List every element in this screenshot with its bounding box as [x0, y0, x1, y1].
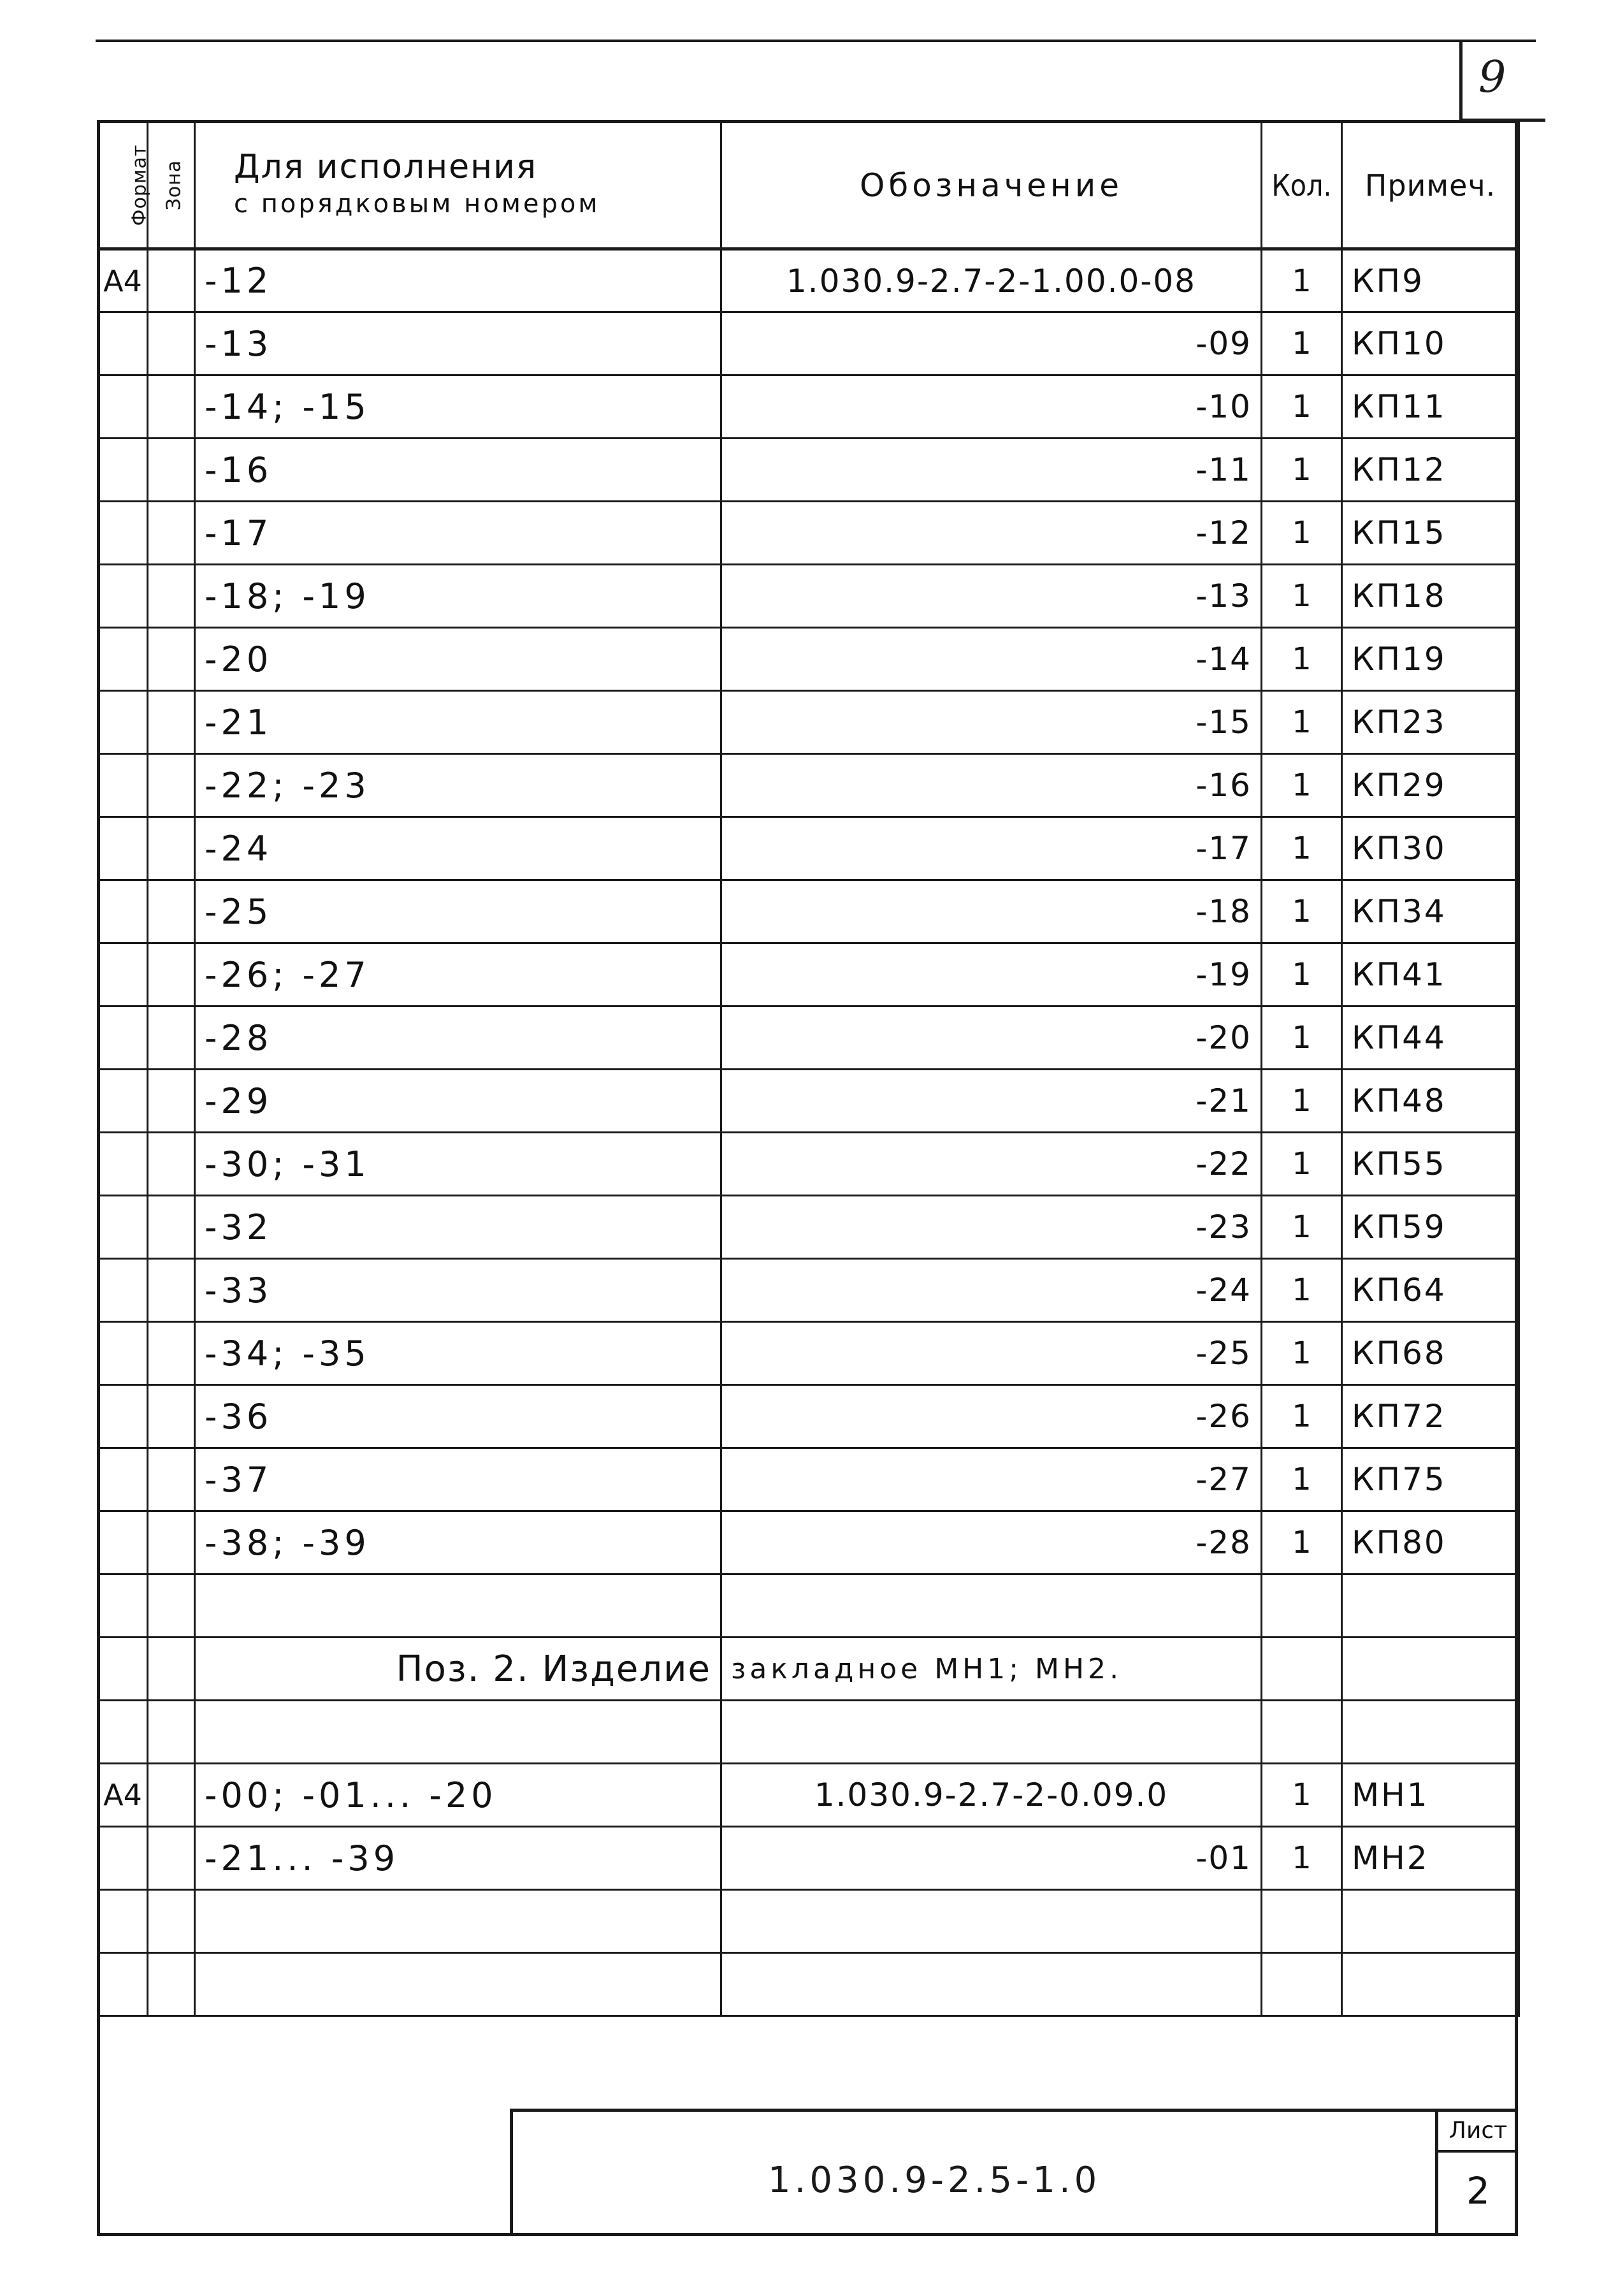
cell-zone — [148, 1322, 195, 1385]
cell-designation: -17 — [721, 817, 1262, 880]
table-row — [98, 1764, 1519, 1827]
empty-cell — [1342, 1953, 1519, 2016]
empty-cell — [1342, 1701, 1519, 1764]
cell-format — [98, 375, 148, 439]
empty-cell — [148, 1701, 195, 1764]
cell-qty: 1 — [1262, 1322, 1342, 1385]
cell-note: КП9 — [1342, 249, 1519, 312]
cell-qty: 1 — [1262, 754, 1342, 817]
empty-cell — [195, 1953, 721, 2016]
table-row — [98, 1133, 1519, 1196]
cell-format — [98, 817, 148, 880]
cell-note: КП10 — [1342, 312, 1519, 375]
header-format-label: Формат — [128, 144, 151, 226]
cell-zone — [148, 691, 195, 754]
table-row — [98, 754, 1519, 817]
cell-for-execution: -21... -39 — [195, 1827, 721, 1890]
table-row — [98, 312, 1519, 375]
empty-cell — [721, 1701, 1262, 1764]
cell-designation: -14 — [721, 628, 1262, 691]
empty-cell — [1262, 1890, 1342, 1953]
cell-note: КП15 — [1342, 502, 1519, 565]
cell-format — [98, 880, 148, 943]
position-heading-right: закладное МН1; МН2. — [721, 1638, 1262, 1701]
table-row — [98, 502, 1519, 565]
sheet-box — [1435, 2112, 1518, 2236]
cell-for-execution: -20 — [195, 628, 721, 691]
cell-zone — [148, 439, 195, 502]
table-row — [98, 1322, 1519, 1385]
cell-qty: 1 — [1262, 1133, 1342, 1196]
cell-designation: 1.030.9-2.7-2-1.00.0-08 — [721, 249, 1262, 312]
cell-for-execution: -13 — [195, 312, 721, 375]
page-number: 9 — [1478, 52, 1506, 103]
table-row — [98, 439, 1519, 502]
cell-note: КП72 — [1342, 1385, 1519, 1448]
cell-for-execution: -17 — [195, 502, 721, 565]
cell-format — [98, 1070, 148, 1133]
cell-note: КП12 — [1342, 439, 1519, 502]
cell-for-execution: -37 — [195, 1448, 721, 1511]
cell-designation: -24 — [721, 1259, 1262, 1322]
cell-qty: 1 — [1262, 249, 1342, 312]
table-row — [98, 943, 1519, 1006]
cell-designation: -15 — [721, 691, 1262, 754]
cell-designation: -19 — [721, 943, 1262, 1006]
empty-cell — [1262, 1953, 1342, 2016]
cell-note: МН1 — [1342, 1764, 1519, 1827]
cell-qty: 1 — [1262, 943, 1342, 1006]
cell-qty: 1 — [1262, 1259, 1342, 1322]
cell-qty: 1 — [1262, 691, 1342, 754]
cell-designation: -16 — [721, 754, 1262, 817]
cell-for-execution: -24 — [195, 817, 721, 880]
empty-row — [98, 1890, 1519, 1953]
cell-zone — [148, 817, 195, 880]
empty-cell — [1262, 1574, 1342, 1638]
table-row — [98, 1385, 1519, 1448]
cell-for-execution: -29 — [195, 1070, 721, 1133]
cell-zone — [148, 754, 195, 817]
header-qty: Кол. — [1262, 122, 1342, 249]
table-row — [98, 1511, 1519, 1574]
empty-row — [98, 1953, 1519, 2016]
cell-qty: 1 — [1262, 817, 1342, 880]
table-row — [98, 1827, 1519, 1890]
cell-format — [98, 1511, 148, 1574]
cell-for-execution: -00; -01... -20 — [195, 1764, 721, 1827]
cell-format — [98, 1006, 148, 1070]
cell-note: КП55 — [1342, 1133, 1519, 1196]
table-row — [98, 249, 1519, 312]
cell-zone — [148, 375, 195, 439]
cell-designation: -23 — [721, 1196, 1262, 1259]
empty-cell — [721, 1953, 1262, 2016]
cell-designation: -12 — [721, 502, 1262, 565]
cell-for-execution: -21 — [195, 691, 721, 754]
cell-zone — [148, 628, 195, 691]
cell-designation: -28 — [721, 1511, 1262, 1574]
header-designation: Обозначение — [721, 122, 1262, 249]
cell-note: КП23 — [1342, 691, 1519, 754]
cell-qty: 1 — [1262, 1196, 1342, 1259]
cell-note: КП80 — [1342, 1511, 1519, 1574]
cell-note: КП18 — [1342, 565, 1519, 628]
cell-format — [98, 565, 148, 628]
cell-designation: -20 — [721, 1006, 1262, 1070]
cell-format — [98, 502, 148, 565]
cell-zone — [148, 1764, 195, 1827]
cell-for-execution: -33 — [195, 1259, 721, 1322]
cell-note: КП29 — [1342, 754, 1519, 817]
header-note: Примеч. — [1342, 122, 1519, 249]
cell-zone — [148, 1259, 195, 1322]
empty-cell — [98, 1890, 148, 1953]
header-for-line1: Для исполнения — [234, 147, 538, 186]
cell-zone — [148, 1006, 195, 1070]
cell-for-execution: -14; -15 — [195, 375, 721, 439]
cell-zone — [148, 312, 195, 375]
cell-qty: 1 — [1262, 628, 1342, 691]
cell-qty: 1 — [1262, 1511, 1342, 1574]
cell-format — [98, 628, 148, 691]
empty-cell — [195, 1890, 721, 1953]
cell-note: КП68 — [1342, 1322, 1519, 1385]
cell-zone — [148, 1448, 195, 1511]
table-header-row — [98, 122, 1519, 249]
table-row — [98, 375, 1519, 439]
cell-designation: -25 — [721, 1322, 1262, 1385]
cell-designation: -18 — [721, 880, 1262, 943]
cell-qty: 1 — [1262, 1448, 1342, 1511]
cell-for-execution: -36 — [195, 1385, 721, 1448]
cell-format — [98, 943, 148, 1006]
cell-designation: -01 — [721, 1827, 1262, 1890]
cell-for-execution: -26; -27 — [195, 943, 721, 1006]
cell-zone — [148, 1385, 195, 1448]
empty-cell — [195, 1574, 721, 1638]
cell-qty: 1 — [1262, 1764, 1342, 1827]
cell-qty: 1 — [1262, 1385, 1342, 1448]
cell-zone — [148, 943, 195, 1006]
cell-zone — [148, 1511, 195, 1574]
specification-table — [97, 120, 1520, 2017]
cell-note: КП44 — [1342, 1006, 1519, 1070]
cell-designation: -26 — [721, 1385, 1262, 1448]
cell-note: КП19 — [1342, 628, 1519, 691]
cell-for-execution: -25 — [195, 880, 721, 943]
cell-zone — [148, 565, 195, 628]
cell-zone — [148, 249, 195, 312]
cell-qty: 1 — [1262, 1070, 1342, 1133]
cell-format — [98, 1133, 148, 1196]
cell-note: КП75 — [1342, 1448, 1519, 1511]
empty-cell — [148, 1638, 195, 1701]
cell-format — [98, 1259, 148, 1322]
cell-designation: -10 — [721, 375, 1262, 439]
cell-qty: 1 — [1262, 502, 1342, 565]
cell-note: КП48 — [1342, 1070, 1519, 1133]
cell-designation: -22 — [721, 1133, 1262, 1196]
cell-designation: 1.030.9-2.7-2-0.09.0 — [721, 1764, 1262, 1827]
empty-cell — [98, 1953, 148, 2016]
table-row — [98, 1259, 1519, 1322]
cell-format — [98, 1827, 148, 1890]
cell-qty: 1 — [1262, 565, 1342, 628]
cell-qty: 1 — [1262, 439, 1342, 502]
cell-note: КП41 — [1342, 943, 1519, 1006]
table-row — [98, 1070, 1519, 1133]
empty-cell — [721, 1574, 1262, 1638]
cell-zone — [148, 1196, 195, 1259]
empty-cell — [148, 1574, 195, 1638]
header-for-execution — [195, 122, 721, 249]
table-row — [98, 1006, 1519, 1070]
header-zone — [148, 122, 195, 249]
cell-designation: -11 — [721, 439, 1262, 502]
empty-cell — [1342, 1574, 1519, 1638]
cell-designation: -13 — [721, 565, 1262, 628]
empty-cell — [148, 1890, 195, 1953]
cell-format: А4 — [98, 1764, 148, 1827]
sheet-label: Лист — [1438, 2112, 1518, 2153]
cell-for-execution: -22; -23 — [195, 754, 721, 817]
table-row — [98, 817, 1519, 880]
cell-note: КП59 — [1342, 1196, 1519, 1259]
empty-row — [98, 1574, 1519, 1638]
position-heading-row — [98, 1638, 1519, 1701]
empty-cell — [98, 1574, 148, 1638]
table-row — [98, 1196, 1519, 1259]
cell-designation: -09 — [721, 312, 1262, 375]
empty-cell — [98, 1638, 148, 1701]
cell-format — [98, 439, 148, 502]
empty-cell — [1262, 1638, 1342, 1701]
cell-format — [98, 312, 148, 375]
cell-for-execution: -30; -31 — [195, 1133, 721, 1196]
cell-note: КП64 — [1342, 1259, 1519, 1322]
header-zone-label: Зона — [163, 159, 185, 211]
cell-zone — [148, 880, 195, 943]
cell-for-execution: -18; -19 — [195, 565, 721, 628]
empty-cell — [148, 1953, 195, 2016]
position-heading-left: Поз. 2. Изделие — [195, 1638, 721, 1701]
cell-format — [98, 691, 148, 754]
cell-format — [98, 754, 148, 817]
cell-zone — [148, 502, 195, 565]
cell-note: КП11 — [1342, 375, 1519, 439]
cell-qty: 1 — [1262, 1827, 1342, 1890]
header-for-line2: с порядковым номером — [234, 189, 600, 219]
empty-cell — [1342, 1638, 1519, 1701]
cell-qty: 1 — [1262, 880, 1342, 943]
cell-for-execution: -28 — [195, 1006, 721, 1070]
cell-for-execution: -16 — [195, 439, 721, 502]
cell-qty: 1 — [1262, 1006, 1342, 1070]
cell-format — [98, 1385, 148, 1448]
cell-zone — [148, 1827, 195, 1890]
cell-for-execution: -32 — [195, 1196, 721, 1259]
cell-qty: 1 — [1262, 312, 1342, 375]
cell-designation: -27 — [721, 1448, 1262, 1511]
table-row — [98, 565, 1519, 628]
table-row — [98, 691, 1519, 754]
empty-cell — [195, 1701, 721, 1764]
empty-cell — [1342, 1890, 1519, 1953]
table-row — [98, 880, 1519, 943]
cell-note: КП34 — [1342, 880, 1519, 943]
cell-note: КП30 — [1342, 817, 1519, 880]
cell-qty: 1 — [1262, 375, 1342, 439]
empty-cell — [721, 1890, 1262, 1953]
document-code: 1.030.9-2.5-1.0 — [768, 2160, 1101, 2201]
empty-cell — [98, 1701, 148, 1764]
cell-zone — [148, 1133, 195, 1196]
sheet-number: 2 — [1466, 2169, 1490, 2212]
title-block — [510, 2109, 1518, 2236]
cell-note: МН2 — [1342, 1827, 1519, 1890]
cell-zone — [148, 1070, 195, 1133]
empty-row — [98, 1701, 1519, 1764]
cell-for-execution: -12 — [195, 249, 721, 312]
table-row — [98, 1448, 1519, 1511]
top-rule — [96, 40, 1536, 42]
empty-cell — [1262, 1701, 1342, 1764]
cell-designation: -21 — [721, 1070, 1262, 1133]
cell-for-execution: -34; -35 — [195, 1322, 721, 1385]
cell-format — [98, 1196, 148, 1259]
cell-format: А4 — [98, 249, 148, 312]
cell-format — [98, 1322, 148, 1385]
cell-format — [98, 1448, 148, 1511]
cell-for-execution: -38; -39 — [195, 1511, 721, 1574]
header-format — [98, 122, 151, 249]
rows-body — [98, 249, 1519, 2016]
table-row — [98, 628, 1519, 691]
